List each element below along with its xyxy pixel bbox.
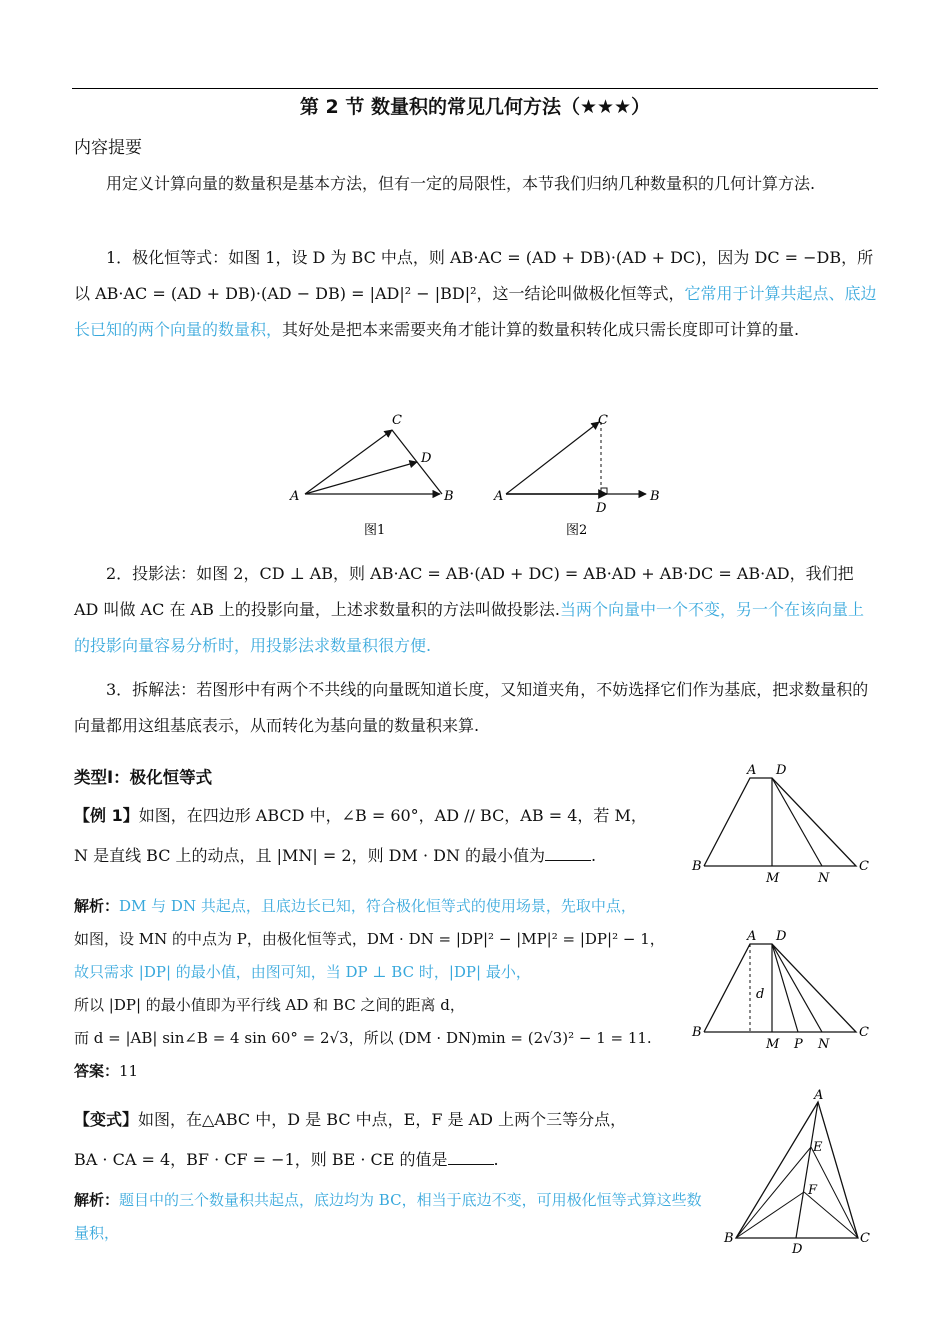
solution2-label: 解析： xyxy=(74,1191,120,1209)
figure-1 xyxy=(280,408,470,538)
method1-highlight: 它常用于计算共起点、底边长已知的两个向量的数量积， xyxy=(74,284,877,339)
figure-2-caption: 图2 xyxy=(566,523,588,538)
segment-ce xyxy=(811,1147,858,1238)
label-m: M xyxy=(766,871,780,886)
segment-bf xyxy=(736,1192,804,1238)
example1-tag: 【例 1】 xyxy=(74,806,139,825)
method2-label: 2．投影法： xyxy=(106,564,197,583)
method2-highlight: 当两个向量中一个不变，另一个在该向量上的投影向量容易分析时，用投影法求数量积很方便. xyxy=(74,600,865,655)
method3-paragraph: 3．拆解法：若图形中有两个不共线的向量既知道长度，又知道夹角，不妨选择它们作为基底，把求数量积的向量都用这组基底表示，从而转化为基向量的数量积来算. xyxy=(74,680,869,735)
solution2: 解析：题目中的三个数量积共起点，底边均为 BC，相当于底边不变，可用极化恒等式算这些数量积， xyxy=(74,1191,702,1242)
label-b: B xyxy=(444,489,454,504)
label-d-height: d xyxy=(756,987,765,1002)
median-ad xyxy=(796,1102,818,1238)
label-c: C xyxy=(859,1025,869,1040)
type1-heading: 类型Ⅰ：极化恒等式 xyxy=(74,768,213,787)
vector-ac xyxy=(305,430,392,494)
label-c: C xyxy=(392,413,402,428)
label-m: M xyxy=(766,1037,780,1052)
method2-paragraph: 2．投影法：如图 2，CD ⊥ AB，则 AB·AC = AB·(AD + DC) = AB·AD + AB·DC = AB·AD，我们把 AD 叫做 AC 在 AB 上的投影向量，上述求数量积的方法叫做投影法.当两个向量中一个不变，另一个在该向量上的投影向量容易分析时，用投影法求数量积很方便. xyxy=(74,564,865,655)
method1-paragraph: 1．极化恒等式：如图 1，设 D 为 BC 中点，则 AB·AC = (AD + DB)·(AD + DC)，因为 DC = −DB，所以 AB·AC = (AD + DB)·(AD − DB) = |AD|² − |BD|²，这一结论叫做极化恒等式，它常用于计算共起点、底边长已知的两个向量的数量积，其好处是把本来需要夹角才能计算的数量积转化成只需长度即可计算的量. xyxy=(74,248,877,339)
quadrilateral-figure-1 xyxy=(690,762,880,887)
label-a: A xyxy=(290,489,300,504)
label-d: D xyxy=(776,929,787,944)
page-title: 第 2 节 数量积的常见几何方法（★★★） xyxy=(299,96,651,118)
label-d: D xyxy=(776,763,787,778)
solution1-label: 解析： xyxy=(74,897,120,915)
label-d: D xyxy=(792,1242,803,1257)
summary-heading: 内容提要 xyxy=(74,138,142,158)
vector-ac xyxy=(506,422,599,494)
answer-blank[interactable] xyxy=(545,846,591,861)
top-rule xyxy=(72,88,878,89)
answer1-label: 答案： xyxy=(74,1062,120,1080)
label-b: B xyxy=(724,1231,734,1246)
label-c: C xyxy=(860,1231,870,1246)
vector-ad xyxy=(305,462,417,494)
triangle-figure xyxy=(722,1086,882,1258)
label-b: B xyxy=(692,1025,702,1040)
method1-label: 1．极化恒等式： xyxy=(106,248,229,267)
label-a: A xyxy=(747,929,757,944)
label-a: A xyxy=(814,1088,824,1103)
label-c: C xyxy=(598,413,608,428)
label-d: D xyxy=(596,501,607,516)
method3-label: 3．拆解法： xyxy=(106,680,197,699)
solution1: 解析：DM 与 DN 共起点，且底边长已知，符合极化恒等式的使用场景，先取中点， 如图，设 MN 的中点为 P，由极化恒等式，DM · DN = |DP|² − |MP|² = |DP|² − 1， 故只需求 |DP| 的最小值，由图可知，当 DP ⊥ BC 时，|DP| 最小， 所以 |DP| 的最小值即为平行线 AD 和 BC 之间的距离 d， 而 d = |AB| sin∠B = 4 sin 60° = 2√3，所以 (DM · DN)min = (2√3)² − 1 = 11. 答案：11 xyxy=(74,897,665,1080)
segment-be xyxy=(736,1147,811,1238)
quadrilateral-figure-2 xyxy=(690,928,880,1053)
label-n: N xyxy=(818,1037,830,1052)
label-a: A xyxy=(747,763,757,778)
label-d: D xyxy=(421,451,432,466)
label-a: A xyxy=(494,489,504,504)
variant-answer-blank[interactable] xyxy=(448,1150,494,1165)
label-n: N xyxy=(818,871,830,886)
segment-cf xyxy=(804,1192,858,1238)
label-f: F xyxy=(808,1183,818,1198)
variant-tag: 【变式】 xyxy=(74,1110,139,1129)
example1: 【例 1】如图，在四边形 ABCD 中，∠B = 60°，AD // BC，AB = 4，若 M， N 是直线 BC 上的动点，且 |MN| = 2，则 DM · DN 的最小值为 . xyxy=(74,806,647,865)
label-c: C xyxy=(859,859,869,874)
variant: 【变式】如图，在△ABC 中，D 是 BC 中点，E，F 是 AD 上两个三等分点， BA · CA = 4，BF · CF = −1，则 BE · CE 的值是 . xyxy=(74,1110,627,1169)
label-b: B xyxy=(650,489,660,504)
label-b: B xyxy=(692,859,702,874)
triangle-abc xyxy=(736,1102,858,1238)
figure-2 xyxy=(484,408,674,538)
label-p: P xyxy=(794,1037,803,1052)
label-e: E xyxy=(813,1140,823,1155)
intro-paragraph: 用定义计算向量的数量积是基本方法，但有一定的局限性，本节我们归纳几种数量积的几何计算方法. xyxy=(106,174,816,193)
answer1-value: 11 xyxy=(119,1062,139,1080)
figure-1-caption: 图1 xyxy=(364,523,386,538)
right-angle-mark xyxy=(601,488,607,494)
